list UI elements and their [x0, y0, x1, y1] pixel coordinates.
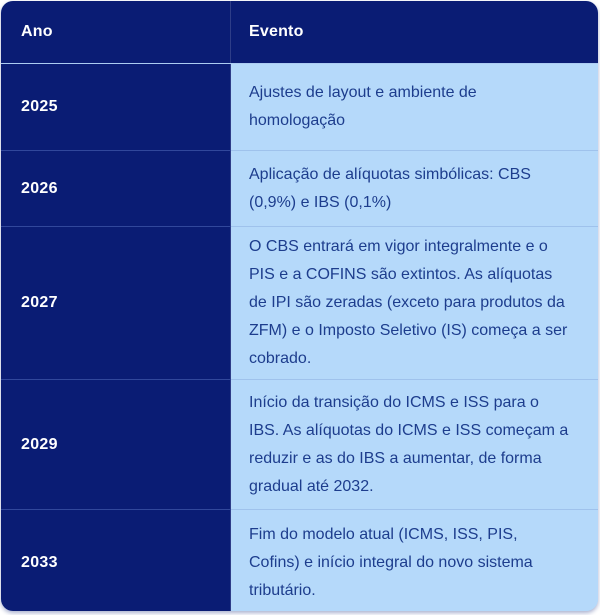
- year-cell: [1, 64, 231, 150]
- column-title-ano: Ano: [21, 23, 53, 40]
- event-description: Ajustes de layout e ambiente de homologação: [249, 84, 477, 129]
- year-cell: [1, 150, 231, 226]
- event-description: O CBS entrará em vigor integralmente e o PIS e a COFINS são extintos. As alíquotas de IPI são zeradas (exceto para produtos da ZFM) e o Imposto Seletivo (IS) começa a ser cobrado.: [249, 238, 568, 367]
- event-cell: [231, 64, 598, 150]
- year-cell: [1, 509, 231, 611]
- table-row: [1, 226, 598, 379]
- table-row: [1, 509, 598, 611]
- year-cell: [1, 379, 231, 509]
- header-cell-evento: [231, 1, 598, 63]
- table-header-row: [1, 1, 598, 64]
- year-cell: [1, 226, 231, 379]
- tax-reform-timeline-table: [1, 1, 598, 611]
- year-value: 2025: [21, 98, 58, 115]
- event-cell: [231, 150, 598, 226]
- event-description: Fim do modelo atual (ICMS, ISS, PIS, Cofins) e início integral do novo sistema tributário.: [249, 525, 533, 599]
- year-value: 2027: [21, 294, 58, 311]
- event-cell: [231, 509, 598, 611]
- event-cell: [231, 379, 598, 509]
- event-cell: [231, 226, 598, 379]
- header-cell-ano: [1, 1, 231, 63]
- year-value: 2033: [21, 553, 58, 571]
- event-description: Início da transição do ICMS e ISS para o IBS. As alíquotas do ICMS e ISS começam a reduzir e as do IBS a aumentar, de forma gradual até 2032.: [249, 393, 569, 495]
- table-row: [1, 64, 598, 150]
- year-value: 2029: [21, 435, 58, 453]
- table-row: [1, 150, 598, 226]
- column-title-evento: Evento: [249, 23, 304, 40]
- year-value: 2026: [21, 179, 58, 197]
- table-row: [1, 379, 598, 509]
- event-description: Aplicação de alíquotas simbólicas: CBS (0,9%) e IBS (0,1%): [249, 165, 531, 211]
